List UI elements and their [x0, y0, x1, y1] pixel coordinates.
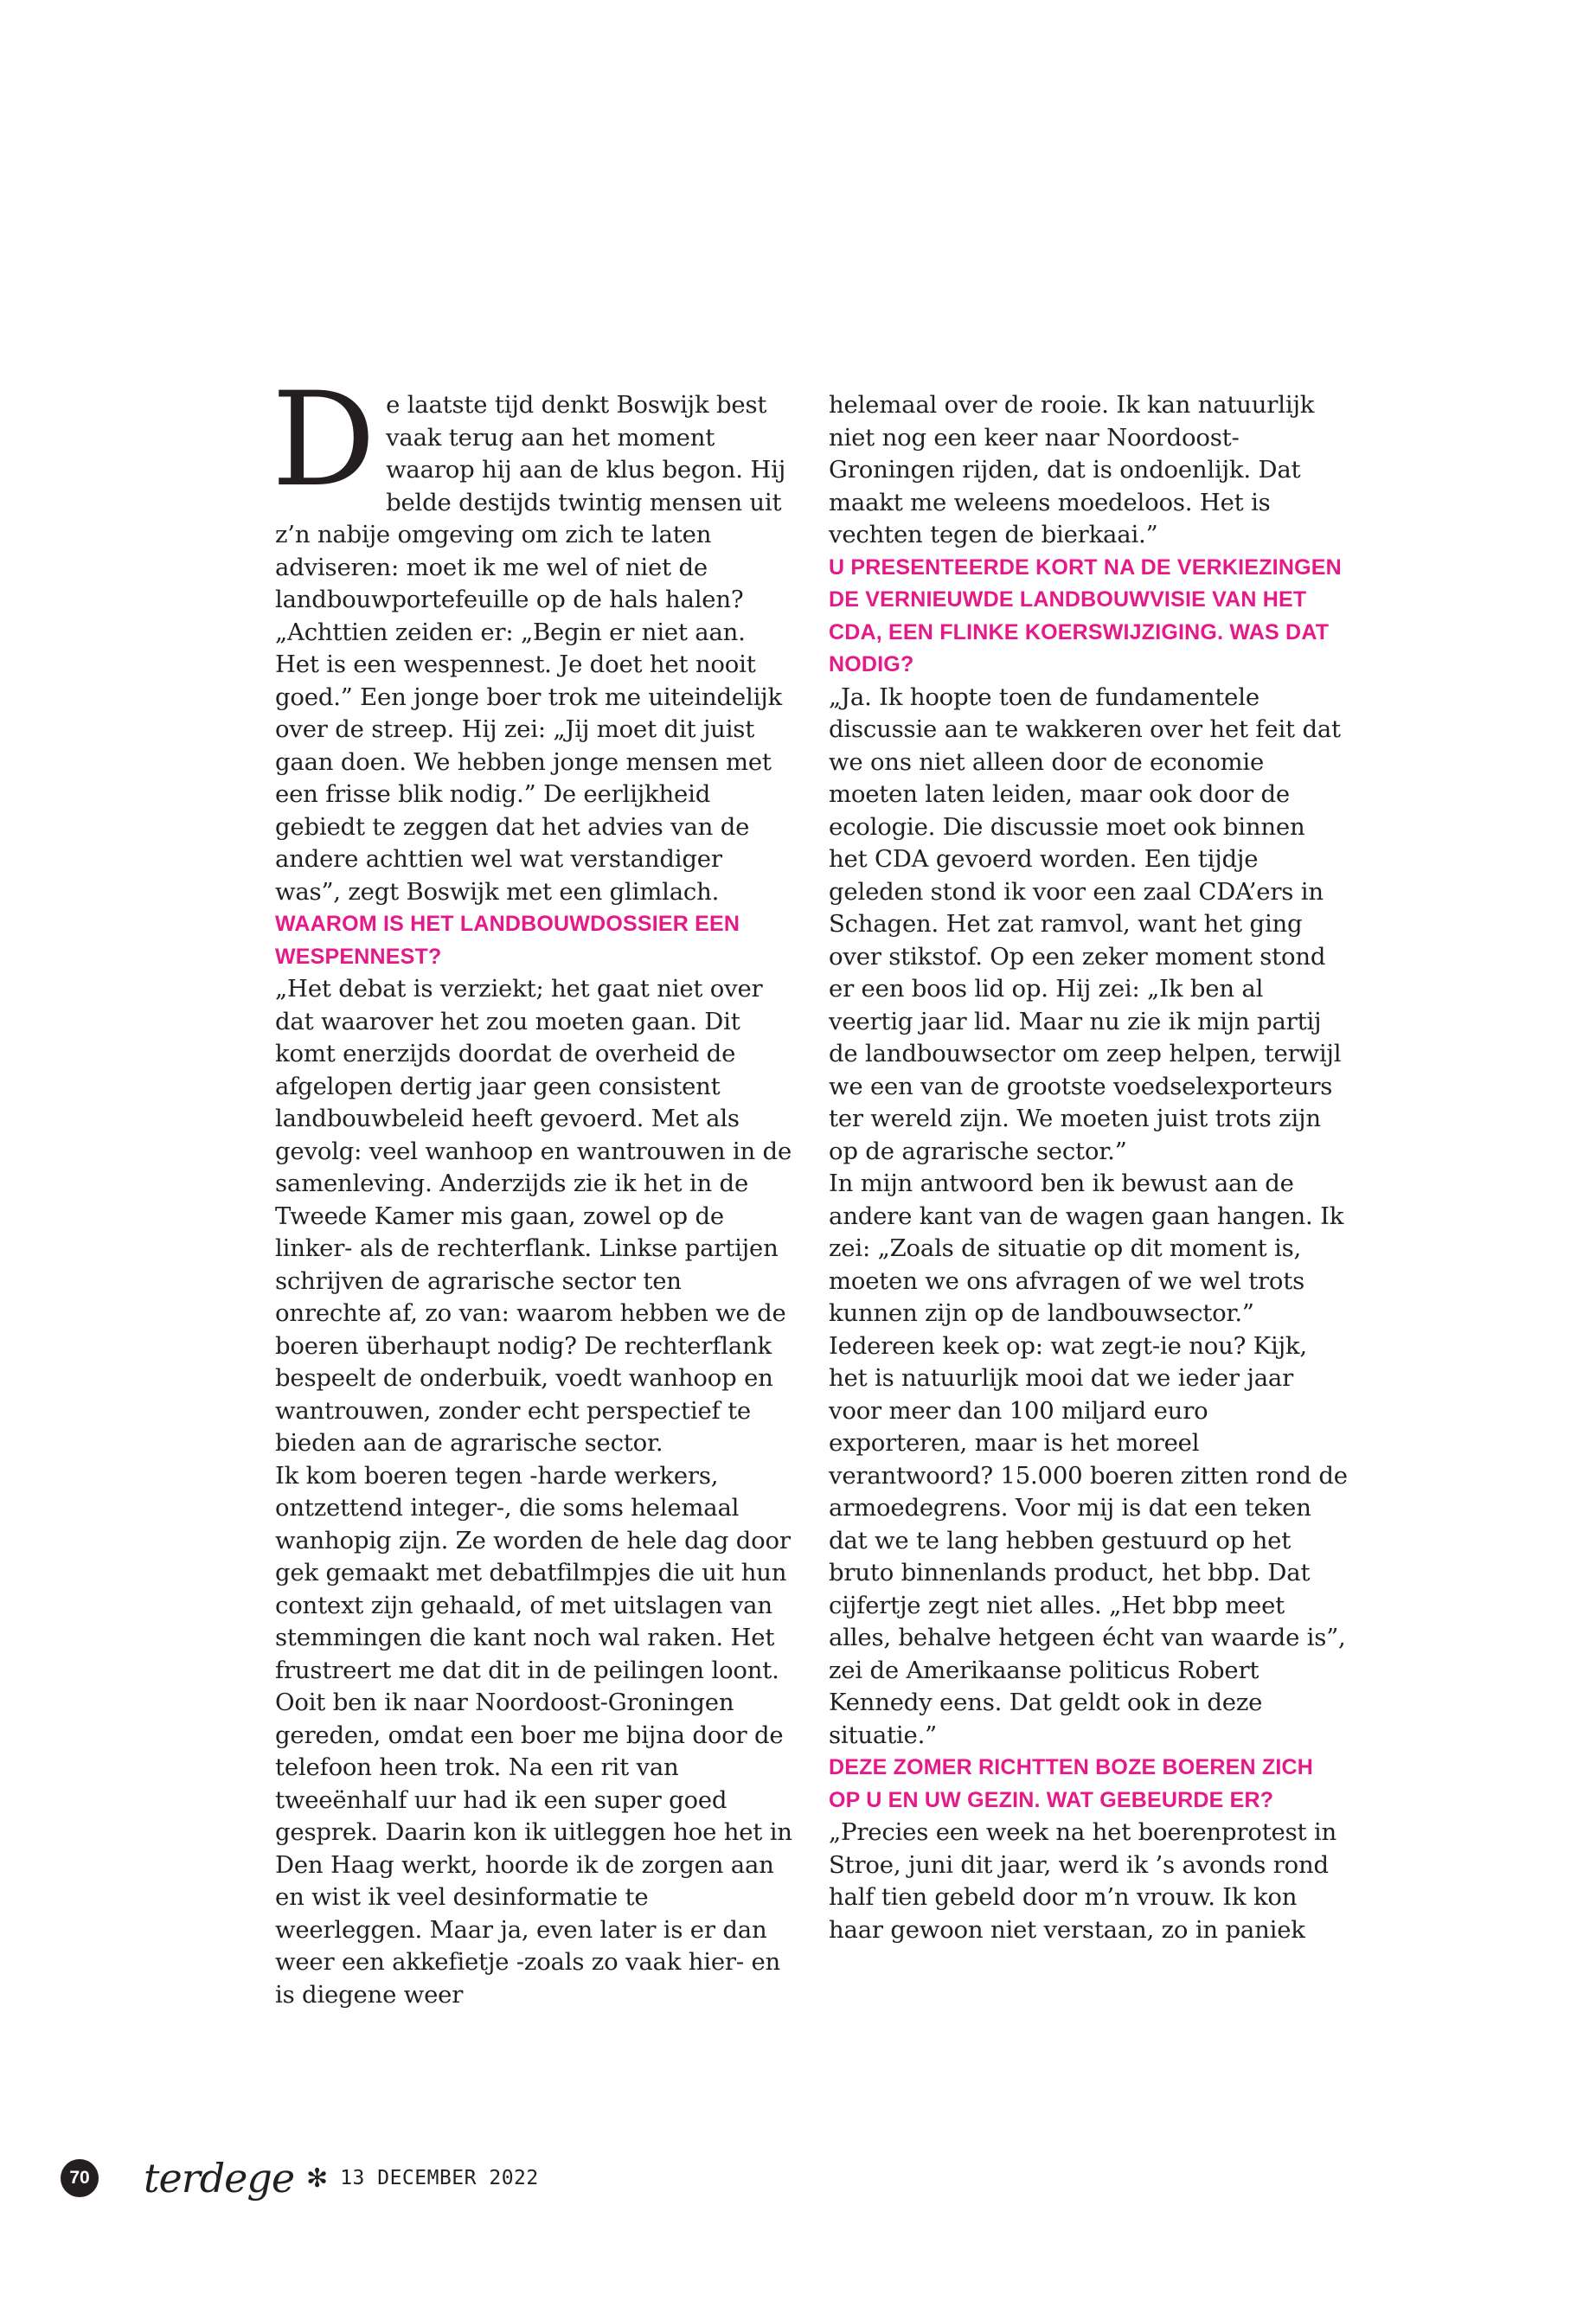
question-heading-3: DEZE ZOMER RICHTTEN BOZE BOEREN ZICH OP U EN UW GEZIN. WAT GEBEURDE ER? — [829, 1755, 1313, 1812]
asterisk-icon: ✻ — [306, 2163, 329, 2194]
magazine-logo: terdege — [144, 2155, 295, 2202]
article-column-left — [272, 365, 794, 2011]
answer-1-continuation: helemaal over de rooie. Ik kan natuurlijk niet nog een keer naar Noordoost-Groningen rijden, dat is ondoenlijk. Dat maakt me weleens moedeloos. Het is vechten tegen de bierkaai.” — [829, 391, 1315, 548]
page-number: 70 — [69, 2168, 90, 2188]
answer-2-paragraph-2: In mijn antwoord ben ik bewust aan de andere kant van de wagen gaan hangen. Ik zei: „Zoals de situatie op dit moment is, moeten we ons afvragen of we wel trots kunnen zijn op de landbouwsector.” Iedereen keek op: wat zegt-ie nou? Kijk, het is natuurlijk mooi dat we ieder jaar voor meer dan 100 miljard euro exporteren, maar is het moreel verantwoord? 15.000 boeren zitten rond de armoedegrens. Voor mij is dat een teken dat we te lang hebben gestuurd op het bruto binnenlands product, het bbp. Dat cijfertje zegt niet alles. „Het bbp meet alles, behalve hetgeen écht van waarde is”, zei de Amerikaanse politicus Robert Kennedy eens. Dat geldt ook in deze situatie.” — [829, 1170, 1348, 1749]
drop-cap: D — [272, 365, 376, 516]
article-column-right — [829, 389, 1348, 1946]
page-number-badge — [61, 2159, 99, 2197]
intro-text: e laatste tijd denkt Boswijk best vaak terug aan het moment waarop hij aan de klus begon. Hij belde destijds twintig mensen uit z’n nabije omgeving om zich te laten adviseren: moet ik me wel of niet de landbouwportefeuille op de hals halen? „Achttien zeiden er: „Begin er niet aan. Het is een wespennest. Je doet het nooit goed.” Een jonge boer trok me uiteindelijk over de streep. Hij zei: „Jij moet dit juist gaan doen. We hebben jonge mensen met een frisse blik nodig.” De eerlijkheid gebiedt te zeggen dat het advies van de andere achttien wel wat verstandiger was”, zegt Boswijk met een glimlach. — [275, 391, 786, 906]
page-footer — [61, 2157, 539, 2200]
answer-2-paragraph-1: „Ja. Ik hoopte toen de fundamentele discussie aan te wakkeren over het feit dat we ons niet alleen door de economie moeten laten leiden, maar ook door de ecologie. Die discussie moet ook binnen het CDA gevoerd worden. Een tijdje geleden stond ik voor een zaal CDA’ers in Schagen. Het zat ramvol, want het ging over stikstof. Op een zeker moment stond er een boos lid op. Hij zei: „Ik ben al veertig jaar lid. Maar nu zie ik mijn partij de landbouwsector om zeep helpen, terwijl we een van de grootste voedselexporteurs ter wereld zijn. We moeten juist trots zijn op de agrarische sector.” — [829, 683, 1342, 1165]
issue-date: 13 DECEMBER 2022 — [340, 2167, 539, 2189]
question-heading-1: WAAROM IS HET LANDBOUWDOSSIER EEN WESPENNEST? — [275, 912, 740, 969]
answer-1-paragraph-1: „Het debat is verziekt; het gaat niet over dat waarover het zou moeten gaan. Dit komt enerzijds doordat de overheid de afgelopen dertig jaar geen consistent landbouwbeleid heeft gevoerd. Met als gevolg: veel wanhoop en wantrouwen in de samenleving. Anderzijds zie ik het in de Tweede Kamer mis gaan, zowel op de linker- als de rechterflank. Linkse partijen schrijven de agrarische sector ten onrechte af, zo van: waarom hebben we de boeren überhaupt nodig? De rechterflank bespeelt de onderbuik, voedt wanhoop en wantrouwen, zonder echt perspectief te bieden aan de agrarische sector. — [275, 975, 792, 1457]
question-heading-2: U PRESENTEERDE KORT NA DE VERKIEZINGEN DE VERNIEUWDE LANDBOUWVISIE VAN HET CDA, EEN FLINKE KOERSWIJZIGING. WAS DAT NODIG? — [829, 554, 1342, 676]
intro-paragraph — [272, 365, 794, 908]
answer-1-paragraph-2: Ik kom boeren tegen -harde werkers, ontzettend integer-, die soms helemaal wanhopig zijn. Ze worden de hele dag door gek gemaakt met debatfilmpjes die uit hun context zijn gehaald, of met uitslagen van stemmingen die kant noch wal raken. Het frustreert me dat dit in de peilingen loont. Ooit ben ik naar Noordoost-Groningen gereden, omdat een boer me bijna door de telefoon heen trok. Na een rit van tweeënhalf uur had ik een super goed gesprek. Daarin kon ik uitleggen hoe het in Den Haag werkt, hoorde ik de zorgen aan en wist ik veel desinformatie te weerleggen. Maar ja, even later is er dan weer een akkefietje -zoals zo vaak hier- en is diegene weer — [275, 1461, 792, 2009]
answer-3-paragraph-1: „Precies een week na het boerenprotest in Stroe, juni dit jaar, werd ik ’s avonds rond half tien gebeld door m’n vrouw. Ik kon haar gewoon niet verstaan, zo in paniek — [829, 1818, 1337, 1944]
